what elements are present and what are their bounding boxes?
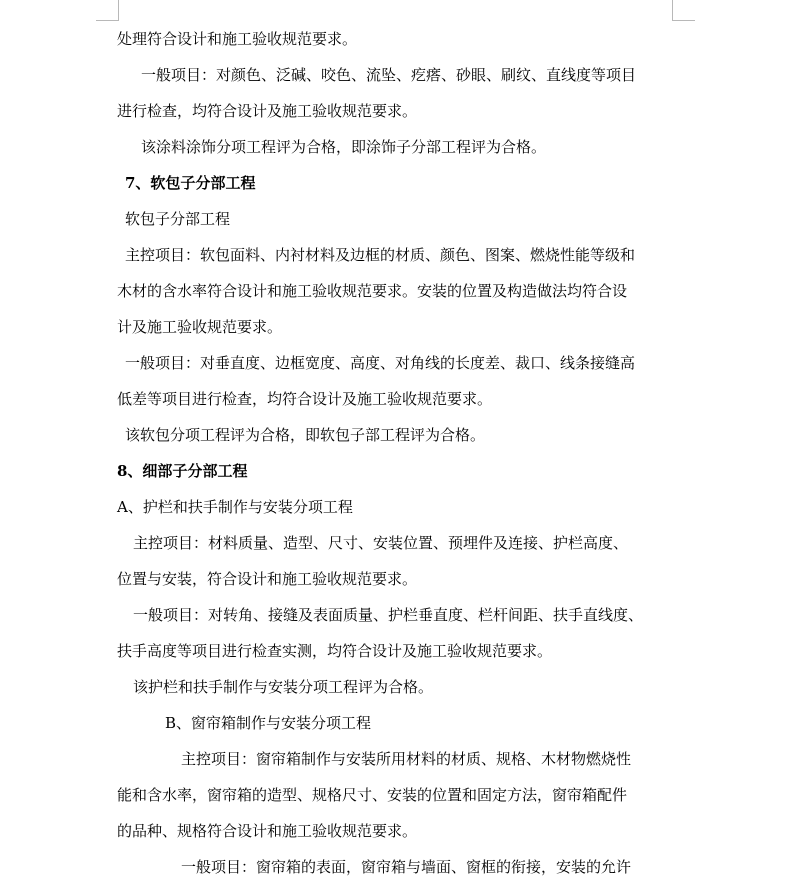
- section-heading: 7、软包子分部工程: [125, 174, 256, 192]
- text-line: 一般项目：对转角、接缝及表面质量、护栏垂直度、栏杆间距、扶手直线度、: [133, 606, 644, 624]
- subsection-title: 软包子分部工程: [125, 210, 231, 228]
- text-line: 低差等项目进行检查，均符合设计及施工验收规范要求。: [117, 390, 493, 408]
- text-line: 木材的含水率符合设计和施工验收规范要求。安装的位置及构造做法均符合设: [117, 282, 628, 300]
- text-line: 扶手高度等项目进行检查实测，均符合设计及施工验收规范要求。: [117, 642, 553, 660]
- text-line: 位置与安装，符合设计和施工验收规范要求。: [117, 570, 418, 588]
- text-line: 计及施工验收规范要求。: [117, 318, 283, 336]
- text-line: 该软包分项工程评为合格，即软包子部工程评为合格。: [125, 426, 486, 444]
- text-line: 能和含水率，窗帘箱的造型、规格尺寸、安装的位置和固定方法，窗帘箱配件: [117, 786, 628, 804]
- text-line: 进行检查，均符合设计及施工验收规范要求。: [117, 102, 418, 120]
- subsection-title: B、窗帘箱制作与安装分项工程: [165, 714, 372, 732]
- subsection-title: A、护栏和扶手制作与安装分项工程: [117, 498, 353, 516]
- section-heading: 8、细部子分部工程: [117, 462, 248, 480]
- page-corner-mark-left: [96, 0, 119, 21]
- text-line: 主控项目：材料质量、造型、尺寸、安装位置、预埋件及连接、护栏高度、: [133, 534, 629, 552]
- text-line: 一般项目：窗帘箱的表面，窗帘箱与墙面、窗框的衔接，安装的允许: [181, 858, 632, 876]
- page-corner-mark-right: [672, 0, 695, 21]
- text-line: 该涂料涂饰分项工程评为合格，即涂饰子分部工程评为合格。: [141, 138, 547, 156]
- text-line: 主控项目：软包面料、内衬材料及边框的材质、颜色、图案、燃烧性能等级和: [125, 246, 636, 264]
- text-line: 一般项目：对垂直度、边框宽度、高度、对角线的长度差、裁口、线条接缝高: [125, 354, 636, 372]
- text-line: 处理符合设计和施工验收规范要求。: [117, 30, 358, 48]
- text-line: 一般项目：对颜色、泛碱、咬色、流坠、疙瘩、砂眼、刷纹、直线度等项目: [141, 66, 637, 84]
- text-line: 的品种、规格符合设计和施工验收规范要求。: [117, 822, 418, 840]
- text-line: 主控项目：窗帘箱制作与安装所用材料的材质、规格、木材物燃烧性: [181, 750, 632, 768]
- text-line: 该护栏和扶手制作与安装分项工程评为合格。: [133, 678, 434, 696]
